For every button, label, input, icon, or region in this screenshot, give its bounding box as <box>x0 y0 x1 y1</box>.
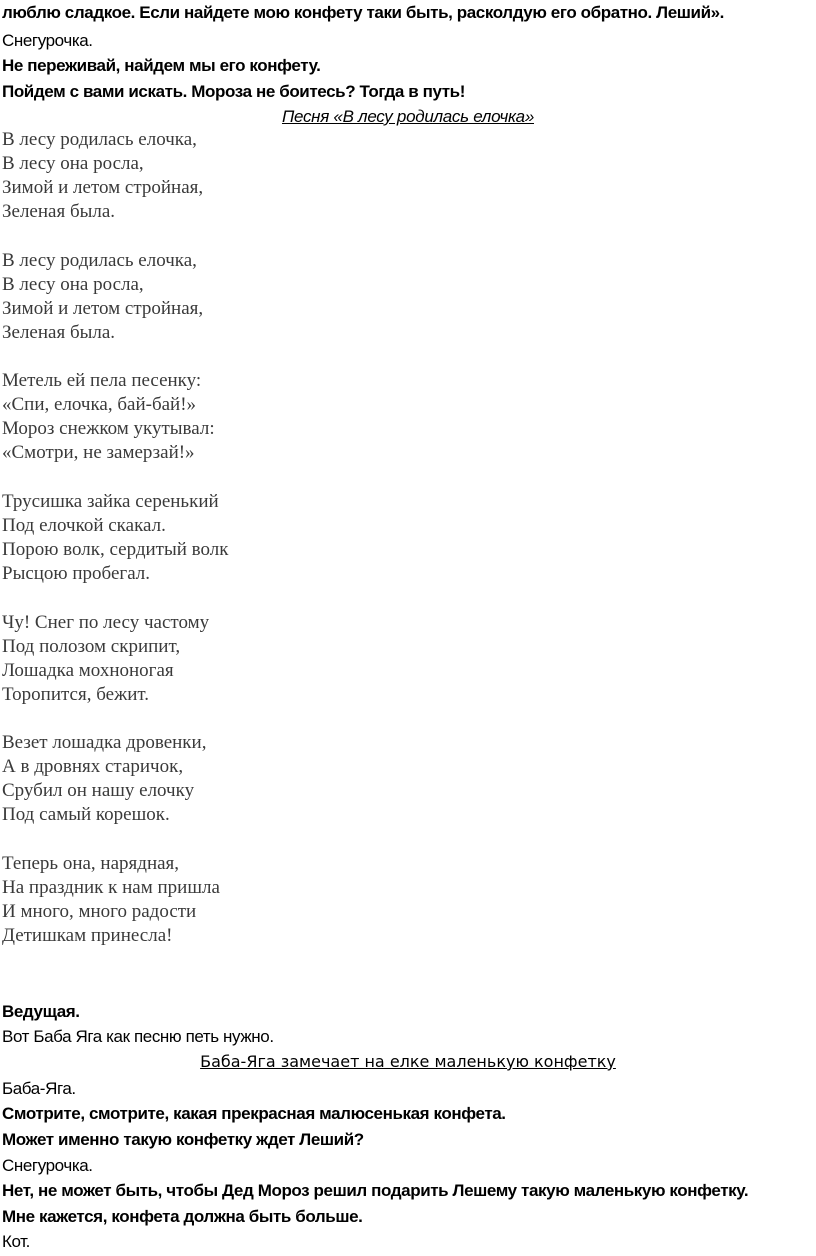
verse-line: В лесу родилась елочка, <box>2 250 197 271</box>
verse-line: В лесу она росла, <box>2 153 144 174</box>
song-verse <box>2 611 209 707</box>
verse-line: Метель ей пела песенку: <box>2 370 202 391</box>
song-verse <box>2 128 203 224</box>
verse-line: Под полозом скрипит, <box>2 636 181 657</box>
text-line: Смотрите, смотрите, какая прекрасная малюсенькая конфета. <box>2 1104 506 1123</box>
speaker-name: Снегурочка. <box>2 1156 93 1175</box>
verse-line: Под елочкой скакал. <box>2 515 166 536</box>
verse-line: Зеленая была. <box>2 322 116 343</box>
text-line: Не переживай, найдем мы его конфету. <box>2 56 321 75</box>
song-verse <box>2 249 203 345</box>
verse-line: Срубил он нашу елочку <box>2 780 195 801</box>
verse-line: Лошадка мохноногая <box>2 660 174 681</box>
stage-direction: Баба-Яга замечает на елке маленькую конфетку <box>200 1052 616 1071</box>
verse-line: Теперь она, нарядная, <box>2 853 180 874</box>
song-title: Песня «В лесу родилась елочка» <box>281 107 534 126</box>
verse-line: Порою волк, сердитый волк <box>2 539 229 560</box>
verse-line: В лесу она росла, <box>2 274 144 295</box>
verse-line: Трусишка зайка серенький <box>2 491 219 512</box>
verse-line: В лесу родилась елочка, <box>2 129 197 150</box>
text-line: Мне кажется, конфета должна быть больше. <box>2 1207 363 1226</box>
verse-line: Торопится, бежит. <box>2 684 149 705</box>
verse-line: Под самый корешок. <box>2 804 170 825</box>
text-line: люблю сладкое. Если найдете мою конфету таки быть, расколдую его обратно. Леший». <box>2 3 725 22</box>
text-line: Нет, не может быть, чтобы Дед Мороз решил подарить Лешему такую маленькую конфетку. <box>2 1181 749 1200</box>
song-verse <box>2 731 206 827</box>
verse-line: Зеленая была. <box>2 201 116 222</box>
verse-line: Рысцою пробегал. <box>2 563 151 584</box>
text-line: Вот Баба Яга как песню петь нужно. <box>2 1027 274 1046</box>
verse-line: Детишкам принесла! <box>2 925 173 946</box>
song-verse <box>2 369 215 465</box>
verse-line: Зимой и летом стройная, <box>2 177 204 198</box>
song-verse <box>2 852 220 948</box>
verse-line: И много, много радости <box>2 901 197 922</box>
speaker-name: Снегурочка. <box>2 31 93 50</box>
verse-line: Везет лошадка дровенки, <box>2 732 207 753</box>
verse-line: На праздник к нам пришла <box>2 877 220 898</box>
text-line: Пойдем с вами искать. Мороза не боитесь? Тогда в путь! <box>2 82 465 101</box>
verse-line: «Спи, елочка, бай-бай!» <box>2 394 197 415</box>
song-verse <box>2 490 228 586</box>
verse-line: А в дровнях старичок, <box>2 756 184 777</box>
verse-line: Мороз снежком укутывал: <box>2 418 215 439</box>
speaker-name: Баба-Яга. <box>2 1079 76 1098</box>
speaker-name: Ведущая. <box>2 1002 80 1021</box>
verse-line: Чу! Снег по лесу частому <box>2 612 210 633</box>
verse-line: Зимой и летом стройная, <box>2 298 204 319</box>
verse-line: «Смотри, не замерзай!» <box>2 442 195 463</box>
speaker-name: Кот. <box>2 1232 31 1251</box>
text-line: Может именно такую конфетку ждет Леший? <box>2 1130 364 1149</box>
